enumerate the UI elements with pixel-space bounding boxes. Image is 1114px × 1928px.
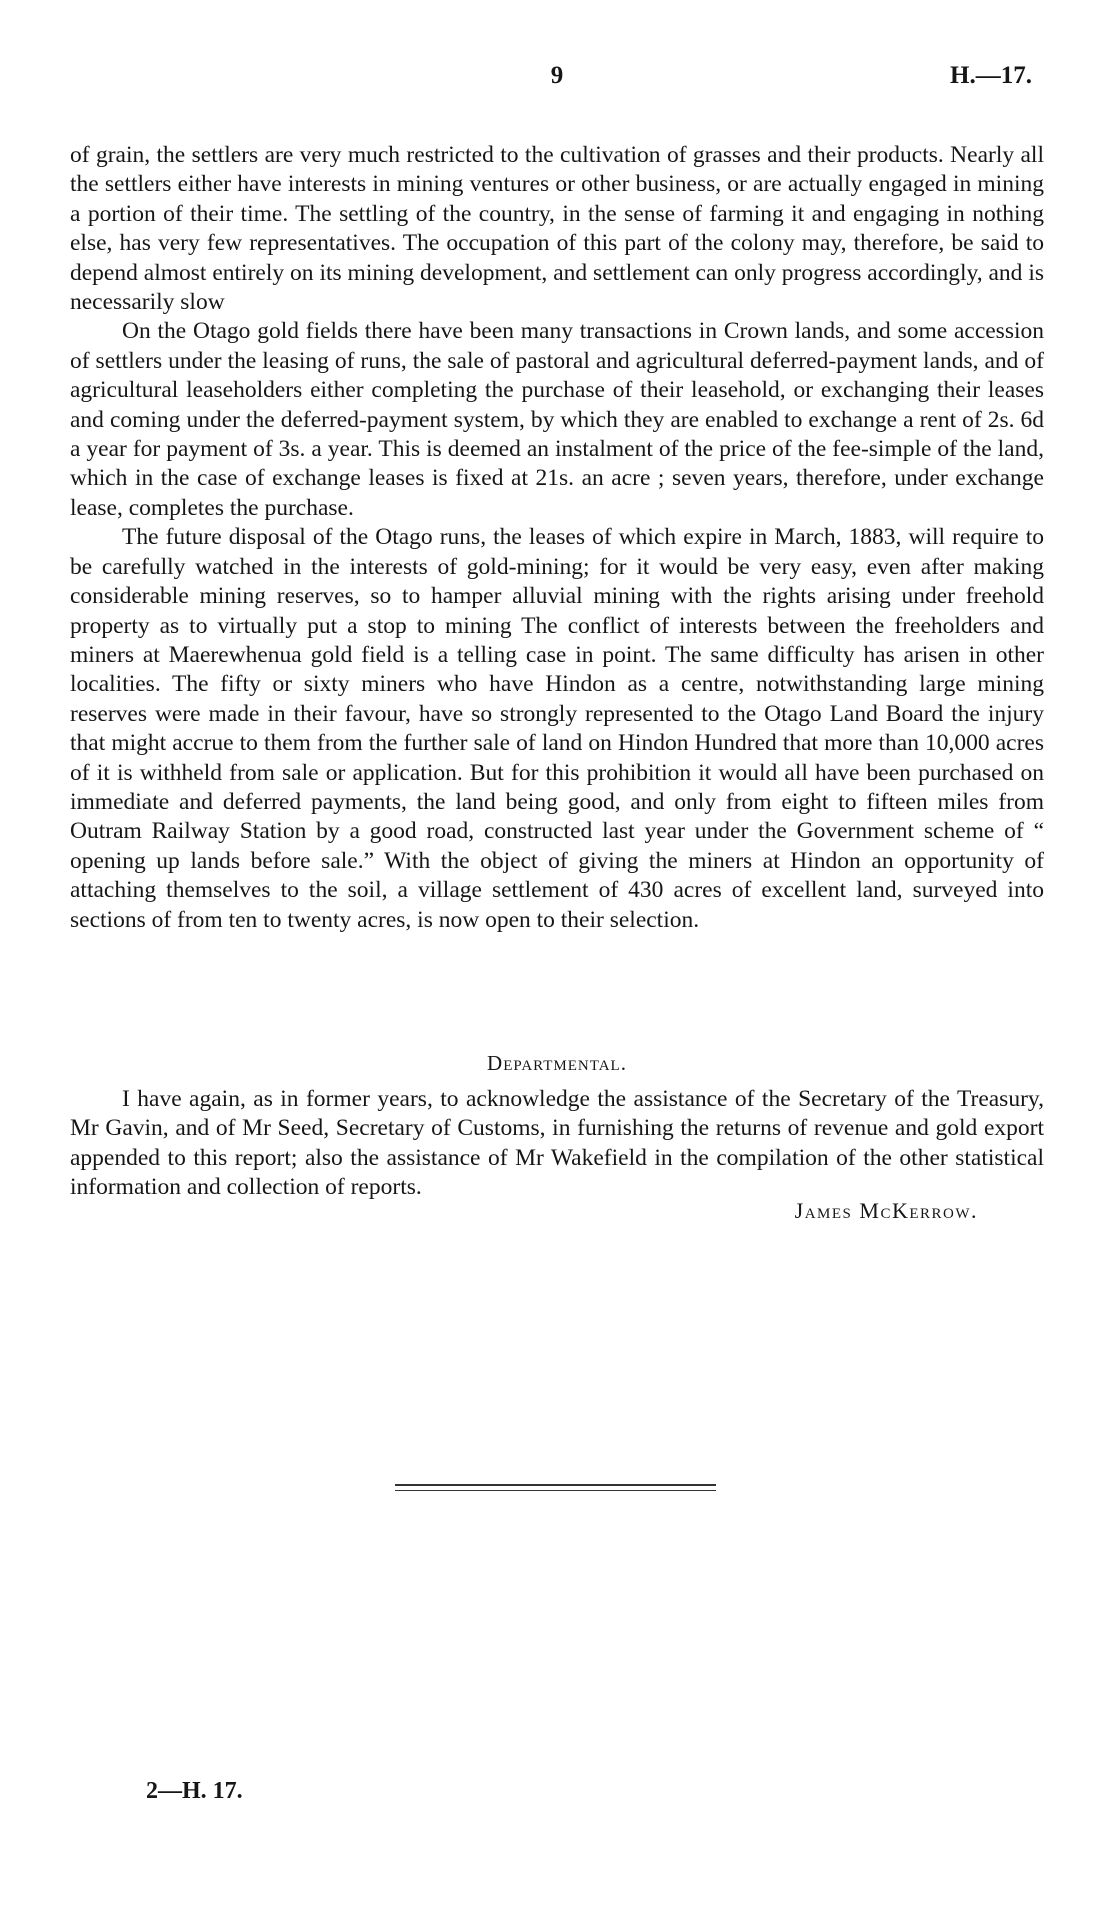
main-text — [70, 141, 1044, 935]
page-number: 9 — [550, 62, 564, 89]
paragraph-acknowledgement: I have again, as in former years, to acknowledge the assistance of the Secretary of the Treasury, Mr Gavin, and of Mr Seed, Secretary of Customs, in furnishing the returns of revenue and gold export appended to this report; also the assistance of Mr Wakefield in the compilation of the other statistical information and collection of reports. — [70, 1086, 1044, 1201]
divider-rule-thin — [395, 1490, 716, 1491]
paragraph-otago-runs: The future disposal of the Otago runs, the leases of which expire in March, 1883, will require to be carefully watched in the interests of gold-mining; for it would be very easy, even after making considerable mining reserves, so to hamper alluvial mining with the rights arising under freehold property as to virtually put a stop to mining The conflict of interests between the freeholders and miners at Maerewhenua gold field is a telling case in point. The same difficulty has arisen in other localities. The fifty or sixty miners who have Hindon as a centre, notwithstanding large mining reserves were made in their favour, have so strongly represented to the Otago Land Board the injury that might accrue to them from the further sale of land on Hindon Hundred that more than 10,000 acres of it is withheld from sale or application. But for this prohibition it would all have been purchased on immediate and deferred payments, the land being good, and only from eight to fifteen miles from Outram Railway Station by a good road, constructed last year under the Government scheme of “ opening up lands before sale.” With the object of giving the miners at Hindon an opportunity of attaching themselves to the soil, a village settlement of 430 acres of excellent land, surveyed into sections of from ten to twenty acres, is now open to their selection. — [70, 524, 1044, 933]
paragraph-otago-gold-fields: On the Otago gold fields there have been many transactions in Crown lands, and some accession of settlers under the leasing of runs, the sale of pastoral and agricultural deferred-payment lands, and of agricultural leaseholders either completing the purchase of their leasehold, or exchanging their leases and coming under the deferred-payment system, by which they are enabled to exchange a rent of 2s. 6d a year for payment of 3s. a year. This is deemed an instalment of the price of the fee-simple of the land, which in the case of exchange leases is fixed at 21s. an acre ; seven years, therefore, under exchange lease, completes the purchase. — [70, 318, 1044, 521]
divider-rule — [395, 1484, 716, 1486]
paragraph-settlers: of grain, the settlers are very much restricted to the cultivation of grasses and their products. Nearly all the settlers either have interests in mining ventures or other business, or are actually engaged in mining a portion of their time. The settling of the country, in the sense of farming it and engaging in nothing else, has very few representatives. The occupation of this part of the colony may, therefore, be said to depend almost entirely on its mining development, and settlement can only progress accordingly, and is necessarily slow — [70, 142, 1044, 316]
signature: James McKerrow. — [794, 1198, 978, 1223]
document-reference-header: H.—17. — [950, 62, 1032, 89]
section-heading-departmental: Departmental. — [487, 1051, 627, 1075]
document-reference-footer: 2—H. 17. — [146, 1778, 243, 1804]
departmental-text — [70, 1085, 1044, 1203]
